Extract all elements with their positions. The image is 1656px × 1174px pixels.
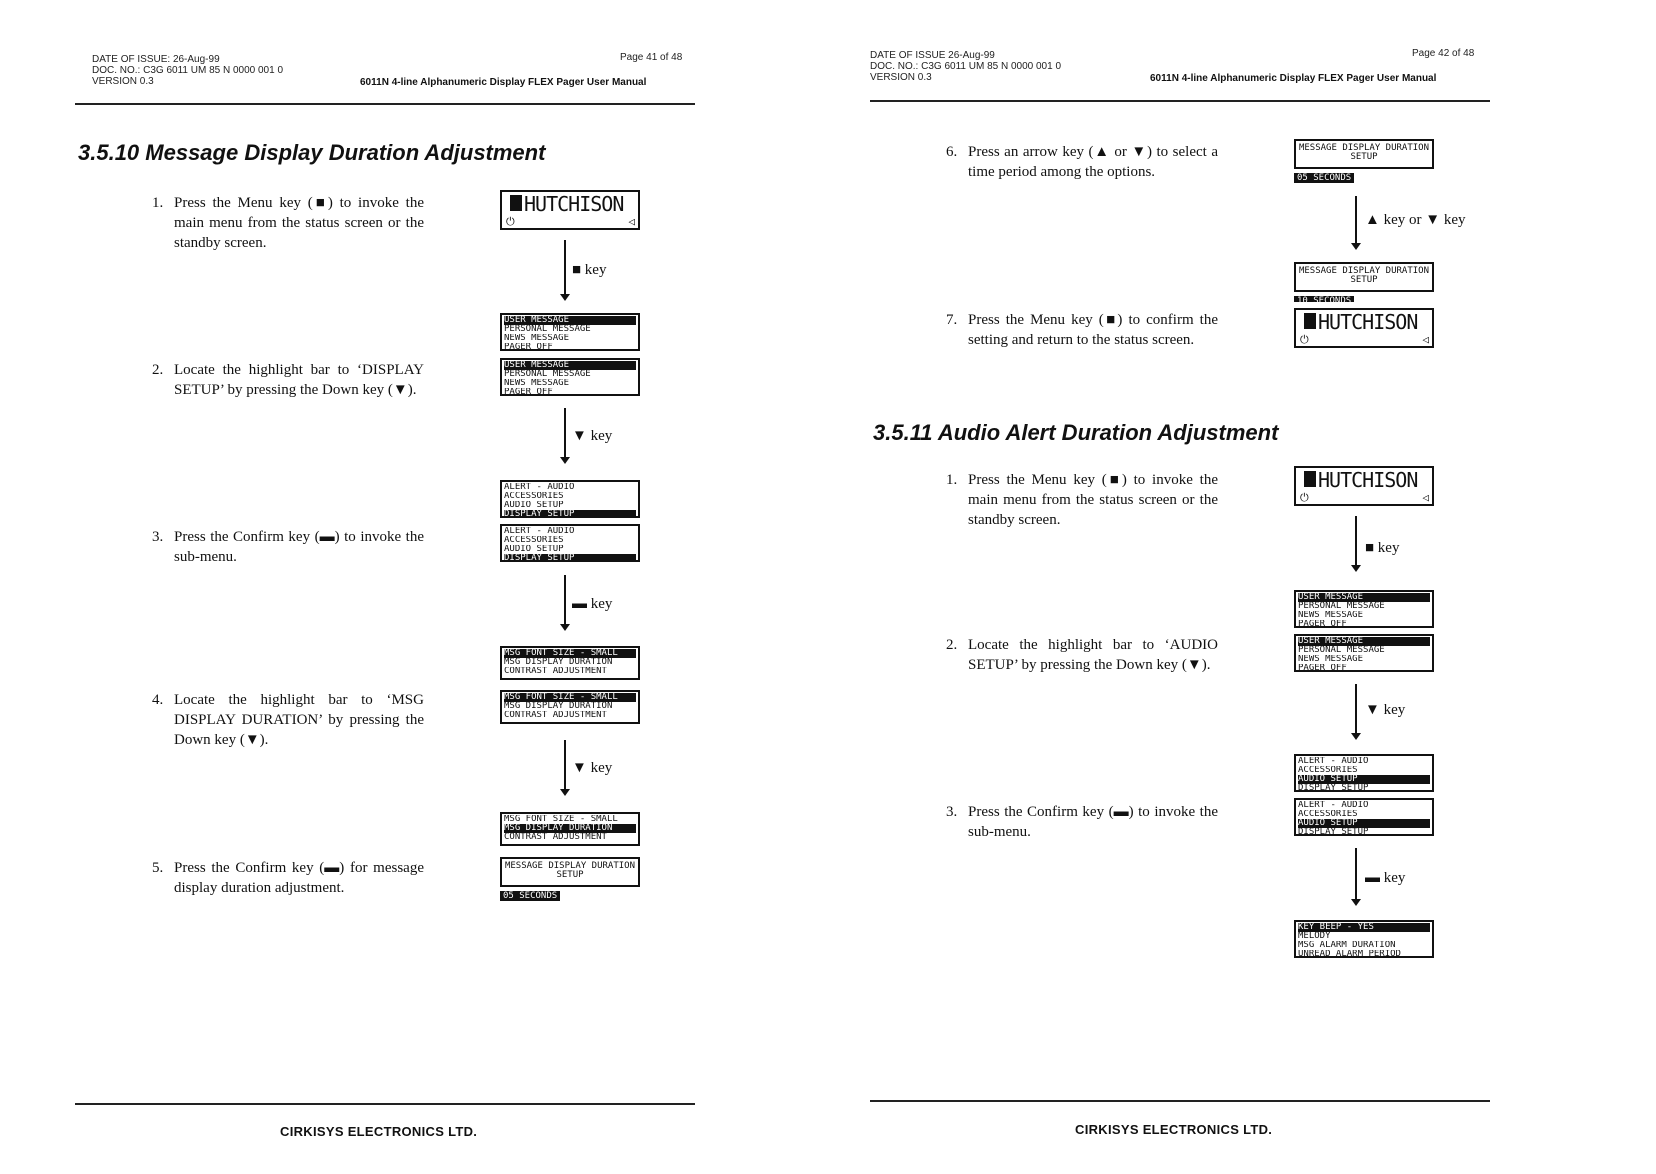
- lcd-setup-menu-highlight: [500, 524, 640, 562]
- key-label: ▲ key or ▼ key: [1365, 212, 1466, 228]
- header-left: [870, 50, 1061, 83]
- lcd-line: USER MESSAGE: [1298, 593, 1430, 602]
- lcd-duration-title: MESSAGE DISPLAY DURATION SETUP: [1294, 139, 1434, 169]
- page-number: Page 42 of 48: [1412, 48, 1475, 59]
- lcd-line: ACCESSORIES: [504, 536, 564, 545]
- lcd-line: MELODY: [1298, 932, 1331, 941]
- lcd-line: AUDIO SETUP: [504, 501, 564, 510]
- header-left: [92, 54, 283, 87]
- lcd-main-menu: [1294, 590, 1434, 628]
- key-label: ▼ key: [572, 428, 613, 444]
- lcd-line: PAGER OFF: [504, 343, 553, 351]
- key-label: ▼ key: [572, 760, 613, 776]
- flow-arrow: [564, 408, 566, 458]
- power-icon: ⏻: [506, 215, 514, 228]
- lcd-audio-menu: [1294, 920, 1434, 958]
- lcd-line: PAGER OFF: [504, 388, 553, 396]
- power-icon: ⏻: [1300, 333, 1308, 346]
- power-icon: ⏻: [1300, 491, 1308, 504]
- footer-company: CIRKISYS ELECTRONICS LTD.: [1075, 1122, 1273, 1137]
- flow-arrow: [1355, 516, 1357, 566]
- lcd-setup-menu: [500, 480, 640, 518]
- step-1: [152, 193, 424, 253]
- lcd-line: CONTRAST ADJUSTMENT: [504, 711, 607, 720]
- version: VERSION 0.3: [870, 72, 932, 83]
- lcd-status-screen: [1294, 308, 1434, 348]
- lcd-line: ACCESSORIES: [1298, 766, 1358, 775]
- lcd-setup-menu: [1294, 754, 1434, 792]
- lcd-line: ACCESSORIES: [504, 492, 564, 501]
- lcd-line: PERSONAL MESSAGE: [1298, 646, 1385, 655]
- lcd-line: CONTRAST ADJUSTMENT: [504, 833, 607, 842]
- menu-block-icon: [510, 195, 522, 211]
- step-text: Locate the highlight bar to ‘MSG DISPLAY DURATION’ by pressing the Down key (▼).: [174, 692, 424, 748]
- step-number: 1.: [946, 472, 958, 488]
- footer-company: CIRKISYS ELECTRONICS LTD.: [280, 1124, 478, 1139]
- lcd-line: DISPLAY SETUP: [1298, 784, 1369, 792]
- lcd-line: NEWS MESSAGE: [504, 379, 570, 388]
- step-6: [946, 142, 1218, 182]
- lcd-line: MSG FONT SIZE - SMALL: [504, 649, 636, 658]
- step-3: [152, 527, 424, 567]
- page-number: Page 41 of 48: [620, 52, 683, 63]
- lcd-line: MSG FONT SIZE - SMALL: [504, 815, 618, 824]
- lcd-line: DISPLAY SETUP: [1298, 828, 1369, 836]
- step-number: 6.: [946, 144, 958, 160]
- lcd-line: DISPLAY SETUP: [504, 554, 636, 562]
- flow-arrow: [564, 740, 566, 790]
- lcd-duration-after: [1294, 262, 1434, 302]
- step-text: Press the Menu key (■) to invoke the main menu from the status screen or the standby screen.: [174, 195, 424, 251]
- version: VERSION 0.3: [92, 76, 154, 87]
- doc-number: DOC. NO.: C3G 6011 UM 85 N 0000 001 0: [92, 65, 284, 76]
- lcd-line: ALERT - AUDIO: [504, 527, 575, 536]
- step-number: 7.: [946, 312, 958, 328]
- lcd-line: ALERT - AUDIO: [1298, 757, 1369, 766]
- step-text: Press the Confirm key (▬) to invoke the sub-menu.: [968, 804, 1218, 840]
- step-text: Locate the highlight bar to ‘DISPLAY SETUP’ by pressing the Down key (▼).: [174, 362, 424, 398]
- right-page: [830, 0, 1656, 1174]
- speaker-icon: ◁: [1422, 333, 1428, 346]
- doc-number: DOC. NO.: C3G 6011 UM 85 N 0000 001 0: [870, 61, 1062, 72]
- issue-date: DATE OF ISSUE 26-Aug-99: [870, 50, 995, 61]
- lcd-duration-before: [1294, 139, 1434, 189]
- step-2: [946, 635, 1218, 675]
- lcd-duration-setup: [500, 857, 640, 907]
- lcd-line: KEY BEEP - YES: [1298, 923, 1430, 932]
- lcd-setup-menu-highlight: [1294, 798, 1434, 836]
- step-text: Press the Confirm key (▬) for message display duration adjustment.: [174, 860, 424, 896]
- key-label: ▬ key: [572, 596, 613, 612]
- flow-arrow: [564, 575, 566, 625]
- lcd-line: PERSONAL MESSAGE: [504, 370, 591, 379]
- lcd-line: CONTRAST ADJUSTMENT: [504, 667, 607, 676]
- step-number: 2.: [152, 362, 164, 378]
- step-number: 3.: [152, 529, 164, 545]
- lcd-main-menu: [500, 313, 640, 351]
- document-title: 6011N 4-line Alphanumeric Display FLEX Pager User Manual: [1150, 73, 1437, 84]
- lcd-line: MSG DISPLAY DURATION: [504, 824, 636, 833]
- flow-arrow: [564, 240, 566, 295]
- lcd-duration-value: 05 SECONDS: [500, 891, 560, 901]
- section-title: 3.5.11 Audio Alert Duration Adjustment: [873, 420, 1279, 445]
- lcd-duration-menu: [500, 812, 640, 846]
- step-text: Press the Confirm key (▬) to invoke the sub-menu.: [174, 529, 424, 565]
- step-text: Press the Menu key (■) to confirm the setting and return to the status screen.: [968, 312, 1218, 348]
- lcd-line: NEWS MESSAGE: [1298, 611, 1364, 620]
- lcd-main-menu-highlight: [1294, 634, 1434, 672]
- step-number: 5.: [152, 860, 164, 876]
- menu-block-icon: [1304, 471, 1316, 487]
- lcd-line: MSG FONT SIZE - SMALL: [504, 693, 636, 702]
- left-page: [0, 0, 760, 1174]
- step-number: 4.: [152, 692, 164, 708]
- lcd-main-menu-highlight: [500, 358, 640, 396]
- step-number: 3.: [946, 804, 958, 820]
- lcd-line: NEWS MESSAGE: [1298, 655, 1364, 664]
- step-2: [152, 360, 424, 400]
- menu-block-icon: [1304, 313, 1316, 329]
- lcd-duration-title: MESSAGE DISPLAY DURATION SETUP: [1294, 262, 1434, 292]
- flow-arrow: [1355, 196, 1357, 244]
- footer-rule: [870, 1100, 1490, 1102]
- lcd-display-menu-highlight: [500, 690, 640, 724]
- lcd-line: PAGER OFF: [1298, 620, 1347, 628]
- lcd-line: MSG DISPLAY DURATION: [504, 658, 613, 667]
- lcd-duration-value: 05 SECONDS: [1294, 173, 1354, 183]
- lcd-line: USER MESSAGE: [504, 316, 636, 325]
- lcd-line: PERSONAL MESSAGE: [504, 325, 591, 334]
- lcd-line: ALERT - AUDIO: [1298, 801, 1369, 810]
- step-4: [152, 690, 424, 750]
- lcd-line: USER MESSAGE: [1298, 637, 1430, 646]
- key-label: ▬ key: [1365, 870, 1406, 886]
- lcd-line: USER MESSAGE: [504, 361, 636, 370]
- lcd-line: MSG DISPLAY DURATION: [504, 702, 613, 711]
- step-1: [946, 470, 1218, 530]
- step-text: Locate the highlight bar to ‘AUDIO SETUP’ by pressing the Down key (▼).: [968, 637, 1218, 673]
- lcd-line: UNREAD ALARM PERIOD: [1298, 950, 1401, 958]
- lcd-display-menu: [500, 646, 640, 680]
- lcd-duration-title: MESSAGE DISPLAY DURATION SETUP: [500, 857, 640, 887]
- lcd-status-text: HUTCHISON: [1318, 468, 1418, 492]
- flow-arrow: [1355, 684, 1357, 734]
- lcd-line: AUDIO SETUP: [504, 545, 564, 554]
- lcd-line: AUDIO SETUP: [1298, 775, 1430, 784]
- flow-arrow: [1355, 848, 1357, 900]
- lcd-line: NEWS MESSAGE: [504, 334, 570, 343]
- lcd-status-screen: [500, 190, 640, 230]
- key-label: ■ key: [572, 262, 607, 278]
- step-number: 1.: [152, 195, 164, 211]
- key-label: ■ key: [1365, 540, 1400, 556]
- lcd-status-text: HUTCHISON: [1318, 310, 1418, 334]
- lcd-line: ALERT - AUDIO: [504, 483, 575, 492]
- step-7: [946, 310, 1218, 350]
- step-3: [946, 802, 1218, 842]
- lcd-line: MSG ALARM DURATION: [1298, 941, 1396, 950]
- step-number: 2.: [946, 637, 958, 653]
- lcd-line: ACCESSORIES: [1298, 810, 1358, 819]
- step-5: [152, 858, 424, 898]
- lcd-line: PERSONAL MESSAGE: [1298, 602, 1385, 611]
- footer-rule: [75, 1103, 695, 1105]
- lcd-line: PAGER OFF: [1298, 664, 1347, 672]
- lcd-status-screen: [1294, 466, 1434, 506]
- speaker-icon: ◁: [1422, 491, 1428, 504]
- section-title: 3.5.10 Message Display Duration Adjustment: [78, 140, 546, 165]
- header-rule: [870, 100, 1490, 102]
- document-title: 6011N 4-line Alphanumeric Display FLEX Pager User Manual: [360, 77, 647, 88]
- step-text: Press the Menu key (■) to invoke the main menu from the status screen or the standby screen.: [968, 472, 1218, 528]
- header-rule: [75, 103, 695, 105]
- key-label: ▼ key: [1365, 702, 1406, 718]
- speaker-icon: ◁: [628, 215, 634, 228]
- lcd-duration-value: 10 SECONDS: [1294, 296, 1354, 302]
- lcd-line: DISPLAY SETUP: [504, 510, 636, 518]
- lcd-line: AUDIO SETUP: [1298, 819, 1430, 828]
- issue-date: DATE OF ISSUE: 26-Aug-99: [92, 54, 220, 65]
- step-text: Press an arrow key (▲ or ▼) to select a time period among the options.: [968, 144, 1218, 180]
- lcd-status-text: HUTCHISON: [524, 192, 624, 216]
